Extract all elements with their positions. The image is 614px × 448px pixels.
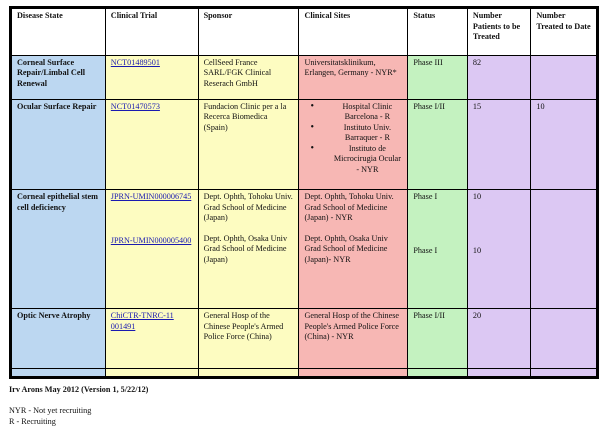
sites-cell xyxy=(299,99,408,190)
trial-link[interactable]: NCT01470573 xyxy=(110,101,160,111)
treated-cell xyxy=(531,190,597,309)
header-clinical-trial: Clinical Trial xyxy=(105,9,198,56)
sites-cell: Universitatsklinikum, Erlangen, Germany - NYR* xyxy=(299,55,408,99)
status-text: Phase I xyxy=(413,245,438,255)
table-row xyxy=(12,55,597,99)
header-sponsor: Sponsor xyxy=(198,9,299,56)
trial-link[interactable]: NCT01489501 xyxy=(110,57,160,67)
trial-cell xyxy=(105,190,198,309)
trial-cell xyxy=(105,99,198,190)
sites-text: Dept. Ophth, Osaka Univ Grad School of Medicine (Japan)- NYR xyxy=(304,233,388,264)
table-row xyxy=(12,309,597,369)
trial-link[interactable]: JPRN-UMIN000006745 xyxy=(110,192,192,202)
sponsor-cell xyxy=(198,190,299,309)
empty-row xyxy=(12,369,597,377)
to-treat-cell: 20 xyxy=(467,309,531,369)
empty-cell xyxy=(105,369,198,377)
empty-cell xyxy=(198,369,299,377)
legend-nyr: NYR - Not yet recruiting xyxy=(9,406,92,415)
header-status: Status xyxy=(408,9,468,56)
trial-cell xyxy=(105,309,198,369)
status-cell xyxy=(408,190,468,309)
status-cell: Phase I/II xyxy=(408,99,468,190)
trial-cell xyxy=(105,55,198,99)
status-cell: Phase I/II xyxy=(408,309,468,369)
list-item: • Instituto Univ. Barraquer - R xyxy=(314,123,402,144)
status-text: Phase I xyxy=(413,192,438,202)
clinical-trials-table xyxy=(9,6,599,379)
sponsor-text: Dept. Ophth, Tohoku Univ. Grad School of Medicine (Japan) xyxy=(203,192,293,223)
empty-cell xyxy=(467,369,531,377)
header-number-to-treat: Number Patients to be Treated xyxy=(467,9,531,56)
header-clinical-sites: Clinical Sites xyxy=(299,9,408,56)
empty-cell xyxy=(12,369,106,377)
sites-list xyxy=(304,102,402,176)
treated-cell xyxy=(531,55,597,99)
list-item: • Instituto de Microcirugia Ocular - NYR xyxy=(314,144,402,176)
to-treat-text: 10 xyxy=(472,192,482,202)
treated-cell: 10 xyxy=(531,99,597,190)
to-treat-cell xyxy=(467,190,531,309)
trial-link[interactable]: JPRN-UMIN000005400 xyxy=(110,235,192,245)
list-item: • Hospital Clinic Barcelona - R xyxy=(314,102,402,123)
disease-cell: Corneal epithelial stem cell deficiency xyxy=(12,190,106,309)
empty-cell xyxy=(531,369,597,377)
table-header-row xyxy=(12,9,597,56)
header-number-treated: Number Treated to Date xyxy=(531,9,597,56)
treated-cell xyxy=(531,309,597,369)
table-row xyxy=(12,190,597,309)
status-cell: Phase III xyxy=(408,55,468,99)
sponsor-cell: Fundacion Clinic per a la Recerca Biomedica (Spain) xyxy=(198,99,299,190)
legend-r: R - Recruiting xyxy=(9,417,56,426)
author-credit: Irv Arons May 2012 (Version 1, 5/22/12) xyxy=(9,385,149,394)
sites-cell xyxy=(299,190,408,309)
empty-cell xyxy=(299,369,408,377)
trial-link[interactable]: ChiCTR-TNRC-11 001491 xyxy=(110,311,174,331)
disease-cell: Ocular Surface Repair xyxy=(12,99,106,190)
sponsor-cell: CellSeed France SARL/FGK Clinical Reserach GmbH xyxy=(198,55,299,99)
document-footer xyxy=(9,384,148,427)
table-row xyxy=(12,99,597,190)
sponsor-text: Dept. Ophth, Osaka Univ Grad School of Medicine (Japan) xyxy=(203,233,288,264)
sites-text: Dept. Ophth, Tohoku Univ. Grad School of Medicine (Japan) - NYR xyxy=(304,192,394,223)
empty-cell xyxy=(408,369,468,377)
header-disease-state: Disease State xyxy=(12,9,106,56)
disease-cell: Optic Nerve Atrophy xyxy=(12,309,106,369)
disease-cell: Corneal Surface Repair/Limbal Cell Renewal xyxy=(12,55,106,99)
to-treat-cell: 15 xyxy=(467,99,531,190)
sponsor-cell: General Hosp of the Chinese People's Armed Police Force (China) xyxy=(198,309,299,369)
sites-cell: General Hosp of the Chinese People's Armed Police Force (China) - NYR xyxy=(299,309,408,369)
to-treat-text: 10 xyxy=(472,245,482,255)
to-treat-cell: 82 xyxy=(467,55,531,99)
